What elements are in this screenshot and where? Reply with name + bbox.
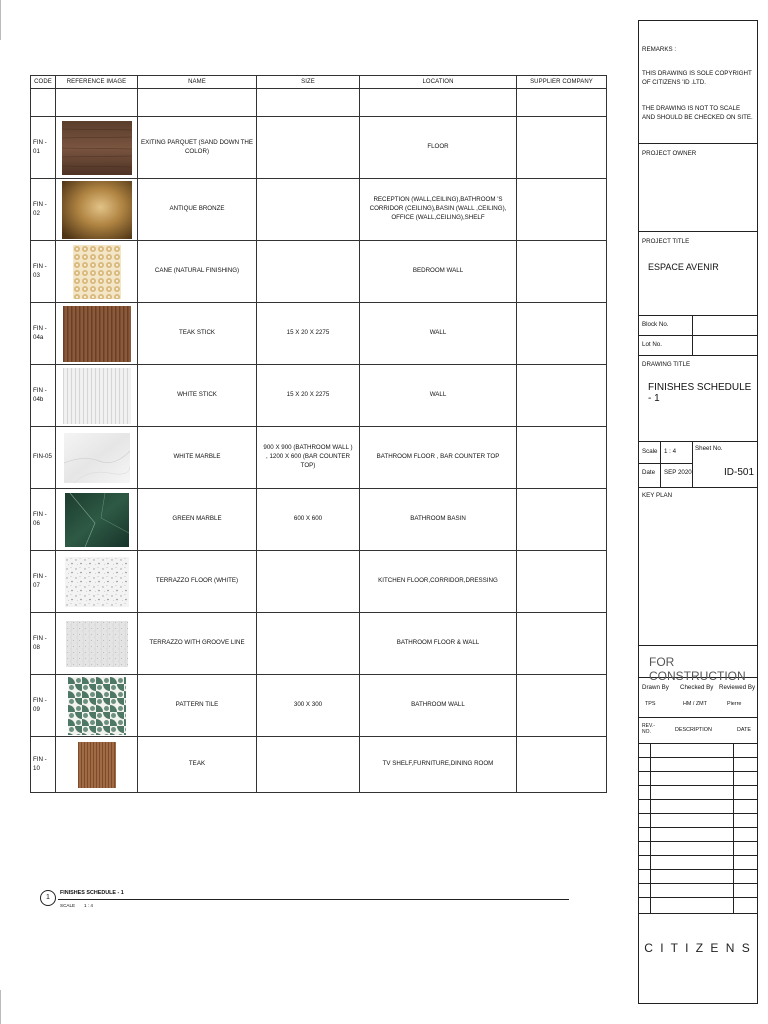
block-no-label: Block No. xyxy=(642,321,669,328)
description-header: DESCRIPTION xyxy=(675,727,712,733)
finish-code: FIN - 02 xyxy=(31,179,56,241)
wood-parquet-swatch xyxy=(62,121,132,175)
finish-supplier xyxy=(517,737,607,793)
finish-size: 600 X 600 xyxy=(257,489,360,551)
terrazzo-groove-swatch xyxy=(66,621,128,667)
project-owner-label: PROJECT OWNER xyxy=(642,150,697,157)
finish-name: PATTERN TILE xyxy=(138,675,257,737)
finish-location: FLOOR xyxy=(360,117,517,179)
status-stamp: FOR CONSTRUCTION xyxy=(649,655,746,683)
reference-image-cell xyxy=(56,179,138,241)
status-section xyxy=(639,645,757,683)
header-size: SIZE xyxy=(257,76,360,89)
finish-name: WHITE STICK xyxy=(138,365,257,427)
cane-weave-swatch xyxy=(73,245,121,299)
lot-no-row xyxy=(639,335,757,356)
title-block xyxy=(638,20,758,1004)
finish-location: TV SHELF,FURNITURE,DINING ROOM xyxy=(360,737,517,793)
sheet-no-label: Sheet No. xyxy=(695,445,723,452)
finish-location: BEDROOM WALL xyxy=(360,241,517,303)
page-edge-mark xyxy=(0,0,1,40)
antique-bronze-swatch xyxy=(62,181,132,239)
finish-name: TERRAZZO FLOOR (WHITE) xyxy=(138,551,257,613)
table-row xyxy=(31,179,607,241)
reference-image-cell xyxy=(56,737,138,793)
teak-stick-swatch xyxy=(63,306,131,362)
date-label: Date xyxy=(642,469,656,476)
table-row xyxy=(31,241,607,303)
finish-location: BATHROOM FLOOR & WALL xyxy=(360,613,517,675)
finish-code: FIN - 07 xyxy=(31,551,56,613)
checked-by-value: HM / ZMT xyxy=(683,701,707,707)
header-code: CODE xyxy=(31,76,56,89)
finish-location: WALL xyxy=(360,365,517,427)
page-edge-mark xyxy=(0,990,1,1024)
finish-code: FIN - 09 xyxy=(31,675,56,737)
drawing-title-label: DRAWING TITLE xyxy=(642,361,691,368)
finish-size xyxy=(257,117,360,179)
finish-name: ANTIQUE BRONZE xyxy=(138,179,257,241)
signatories-section xyxy=(639,677,757,718)
white-marble-swatch xyxy=(64,433,130,483)
finish-name: TEAK STICK xyxy=(138,303,257,365)
finish-supplier xyxy=(517,179,607,241)
reference-image-cell xyxy=(56,613,138,675)
finish-size xyxy=(257,241,360,303)
finish-supplier xyxy=(517,117,607,179)
finish-supplier xyxy=(517,675,607,737)
caption-underline xyxy=(58,899,569,900)
finishes-schedule-table xyxy=(30,75,607,793)
blank-row xyxy=(31,89,607,117)
finish-size xyxy=(257,551,360,613)
scale-date-sheet-section xyxy=(639,441,757,488)
remarks-label: REMARKS : xyxy=(642,46,677,53)
drawing-title: FINISHES SCHEDULE - 1 xyxy=(648,382,752,404)
table-row xyxy=(31,737,607,793)
finish-code: FIN - 04a xyxy=(31,303,56,365)
drawing-title-section xyxy=(639,355,757,442)
caption-scale-label: SCALE xyxy=(60,903,76,908)
caption-title: FINISHES SCHEDULE - 1 xyxy=(60,890,124,896)
reviewed-by-label: Reviewed By xyxy=(719,684,756,691)
finish-code: FIN - 03 xyxy=(31,241,56,303)
green-marble-swatch xyxy=(65,493,129,547)
project-title-section xyxy=(639,231,757,316)
finish-size: 15 X 20 X 2275 xyxy=(257,303,360,365)
finish-location: BATHROOM WALL xyxy=(360,675,517,737)
finish-location: BATHROOM BASIN xyxy=(360,489,517,551)
caption-scale xyxy=(60,903,93,908)
finish-supplier xyxy=(517,551,607,613)
header-reference-image: REFERENCE IMAGE xyxy=(56,76,138,89)
table-header-row xyxy=(31,76,607,89)
teak-swatch xyxy=(78,742,116,788)
table-row xyxy=(31,303,607,365)
finish-supplier xyxy=(517,613,607,675)
table-row xyxy=(31,613,607,675)
finish-code: FIN - 04b xyxy=(31,365,56,427)
finish-location: RECEPTION (WALL,CEILING),BATHROOM 'S CORRIDOR (CEILING),BASIN (WALL ,CEILING), OFFICE (WALL,CEILING),SHELF xyxy=(360,179,517,241)
pattern-tile-swatch xyxy=(68,677,126,735)
finish-name: CANE (NATURAL FINISHING) xyxy=(138,241,257,303)
revision-table xyxy=(639,717,757,914)
white-stick-swatch xyxy=(63,368,131,424)
finish-supplier xyxy=(517,427,607,489)
reviewed-by-value: Pierre xyxy=(727,701,742,707)
drawn-by-value: TPS xyxy=(645,701,656,707)
terrazzo-white-swatch xyxy=(65,557,129,607)
table-row xyxy=(31,675,607,737)
project-title-label: PROJECT TITLE xyxy=(642,238,690,245)
header-location: LOCATION xyxy=(360,76,517,89)
finish-location: KITCHEN FLOOR,CORRIDOR,DRESSING xyxy=(360,551,517,613)
table-row xyxy=(31,365,607,427)
table-row xyxy=(31,427,607,489)
key-plan-label: KEY PLAN xyxy=(642,492,673,499)
finish-supplier xyxy=(517,489,607,551)
reference-image-cell xyxy=(56,551,138,613)
date-value: SEP 2020 xyxy=(664,469,692,476)
sheet-number: ID-501 xyxy=(724,467,755,478)
reference-image-cell xyxy=(56,489,138,551)
finish-size xyxy=(257,179,360,241)
reference-image-cell xyxy=(56,241,138,303)
project-owner-section xyxy=(639,143,757,232)
copyright-note: THIS DRAWING IS SOLE COPYRIGHT OF CITIZENS 'ID .LTD. xyxy=(642,70,752,86)
scale-value: 1 : 4 xyxy=(664,448,677,455)
finish-location: BATHROOM FLOOR , BAR COUNTER TOP xyxy=(360,427,517,489)
finish-code: FIN - 06 xyxy=(31,489,56,551)
block-no-row xyxy=(639,315,757,336)
reference-image-cell xyxy=(56,365,138,427)
table-row xyxy=(31,117,607,179)
finish-location: WALL xyxy=(360,303,517,365)
scale-note: THE DRAWING IS NOT TO SCALE AND SHOULD BE CHECKED ON SITE. xyxy=(642,105,753,121)
finish-name: EXITING PARQUET (SAND DOWN THE COLOR) xyxy=(138,117,257,179)
finish-supplier xyxy=(517,241,607,303)
table-row xyxy=(31,489,607,551)
company-logo: C I T I Z E N S xyxy=(644,941,752,955)
finish-size: 300 X 300 xyxy=(257,675,360,737)
scale-label: Scale xyxy=(642,448,658,455)
caption-scale-value: 1 : 4 xyxy=(84,903,93,908)
finish-size: 15 X 20 X 2275 xyxy=(257,365,360,427)
finish-name: GREEN MARBLE xyxy=(138,489,257,551)
reference-image-cell xyxy=(56,303,138,365)
reference-image-cell xyxy=(56,117,138,179)
remarks-section xyxy=(639,21,757,144)
table-row xyxy=(31,551,607,613)
finish-code: FIN - 01 xyxy=(31,117,56,179)
rev-no-header: REV.- NO. xyxy=(642,723,655,735)
checked-by-label: Checked By xyxy=(680,684,714,691)
finish-name: WHITE MARBLE xyxy=(138,427,257,489)
finish-code: FIN - 10 xyxy=(31,737,56,793)
finish-code: FIN-05 xyxy=(31,427,56,489)
lot-no-label: Lot No. xyxy=(642,341,662,348)
drawing-number: 1 xyxy=(40,890,56,906)
finish-code: FIN - 08 xyxy=(31,613,56,675)
header-supplier-company: SUPPLIER COMPANY xyxy=(517,76,607,89)
date-header: DATE xyxy=(737,727,751,733)
key-plan-section xyxy=(639,487,757,646)
drawn-by-label: Drawn By xyxy=(642,684,669,691)
reference-image-cell xyxy=(56,427,138,489)
finish-size: 900 X 900 (BATHROOM WALL ) , 1200 X 600 (BAR COUNTER TOP) xyxy=(257,427,360,489)
project-title: ESPACE AVENIR xyxy=(648,262,719,272)
finish-size xyxy=(257,613,360,675)
reference-image-cell xyxy=(56,675,138,737)
finish-size xyxy=(257,737,360,793)
finish-name: TERRAZZO WITH GROOVE LINE xyxy=(138,613,257,675)
finish-supplier xyxy=(517,303,607,365)
header-name: NAME xyxy=(138,76,257,89)
finish-supplier xyxy=(517,365,607,427)
finish-name: TEAK xyxy=(138,737,257,793)
